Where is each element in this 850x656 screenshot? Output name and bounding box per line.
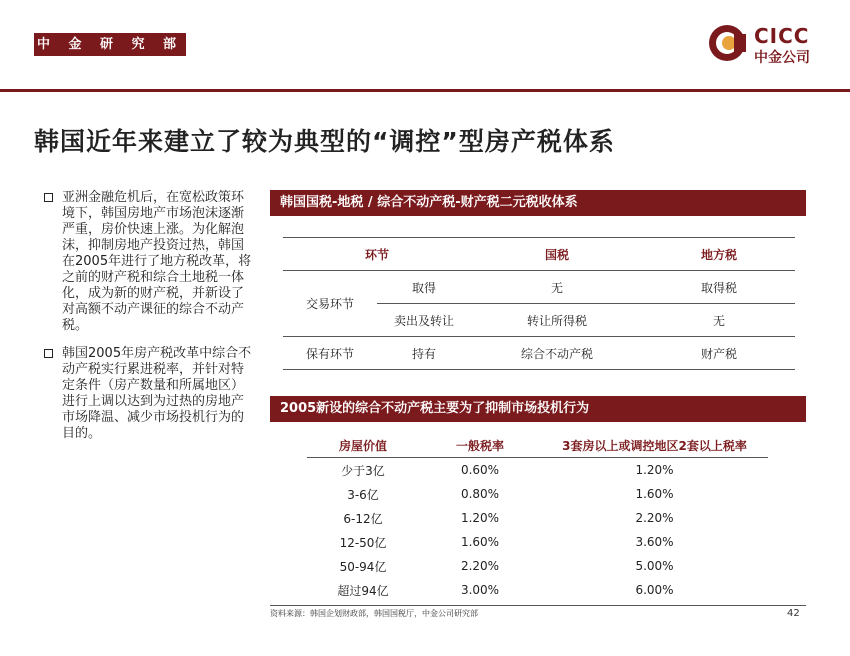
table-header-row	[307, 433, 768, 458]
row-group-label: 交易环节	[283, 271, 377, 337]
table-cell: 3-6亿	[347, 487, 379, 502]
table-row	[307, 554, 768, 578]
table-cell: 12-50亿	[339, 535, 387, 550]
logo-text-cn: 中金公司	[754, 50, 810, 66]
bullet-text: 亚洲金融危机后，在宽松政策环境下，韩国房地产市场泡沫逐渐严重，房价快速上涨。为化解泡沫，抑制房地产投资过热，韩国在2005年进行了地方税改革，将之前的财产税和综合土地税一体化，成为新的财产税，并新设了对高额不动产课征的综合不动产税。	[62, 190, 252, 333]
table-cell: 3.00%	[460, 583, 500, 597]
table1-title-bar: 韩国国税-地税 / 综合不动产税-财产税二元税收体系	[270, 190, 806, 216]
table-cell: 6.00%	[635, 583, 674, 597]
column-header: 环节	[283, 238, 471, 271]
table-row	[307, 578, 768, 602]
column-header: 一般税率	[419, 433, 541, 458]
table-cell: 2.20%	[635, 511, 674, 525]
table-cell: 转让所得税	[471, 304, 643, 337]
table-cell: 1.20%	[460, 511, 500, 525]
bullet-item	[44, 346, 252, 442]
tax-rate-table	[307, 433, 768, 602]
table-row	[283, 337, 795, 370]
bullet-list	[44, 190, 252, 454]
table-cell: 1.60%	[635, 487, 674, 501]
header-divider	[0, 89, 850, 92]
bullet-square-icon	[44, 193, 53, 202]
table-cell: 6-12亿	[343, 511, 383, 526]
table-cell: 0.60%	[460, 463, 500, 477]
table2-title-bar: 2005新设的综合不动产税主要为了抑制市场投机行为	[270, 396, 806, 422]
table-row	[307, 530, 768, 554]
table-row	[307, 506, 768, 530]
table-cell: 少于3亿	[341, 463, 385, 478]
logo-text-en: CICC	[754, 24, 810, 48]
table-header-row	[283, 238, 795, 271]
table-cell: 持有	[377, 337, 471, 370]
source-note: 资料来源：韩国企划财政部，韩国国税厅，中金公司研究部	[270, 605, 806, 619]
page-number: 42	[787, 608, 800, 619]
table-cell: 无	[471, 271, 643, 304]
table-cell: 取得税	[643, 271, 795, 304]
table-row	[307, 482, 768, 506]
table-cell: 卖出及转让	[377, 304, 471, 337]
table-cell: 综合不动产税	[471, 337, 643, 370]
cicc-logo	[708, 24, 828, 68]
bullet-item	[44, 190, 252, 334]
table-cell: 取得	[377, 271, 471, 304]
column-header: 房屋价值	[307, 433, 419, 458]
table-row	[307, 458, 768, 483]
bullet-text: 韩国2005年房产税改革中综合不动产税实行累进税率，并针对特定条件（房产数量和所属地区）进行上调以达到为过热的房地产市场降温、减少市场投机行为的目的。	[62, 346, 252, 441]
column-header: 3套房以上或调控地区2套以上税率	[541, 433, 768, 458]
table-cell: 超过94亿	[337, 583, 389, 598]
row-group-label: 保有环节	[283, 337, 377, 370]
table-cell: 1.60%	[460, 535, 500, 549]
table-cell: 2.20%	[460, 559, 500, 573]
table-row	[283, 271, 795, 304]
tax-system-table	[283, 237, 795, 370]
cicc-logo-icon	[708, 24, 746, 62]
table-cell: 50-94亿	[339, 559, 387, 574]
column-header: 地方税	[643, 238, 795, 271]
table-cell: 无	[643, 304, 795, 337]
table-cell: 5.00%	[635, 559, 674, 573]
bullet-square-icon	[44, 349, 53, 358]
page-title: 韩国近年来建立了较为典型的“调控”型房产税体系	[34, 127, 615, 156]
table-cell: 财产税	[643, 337, 795, 370]
department-label: 中 金 研 究 部	[34, 33, 186, 56]
table-cell: 1.20%	[635, 463, 674, 477]
column-header: 国税	[471, 238, 643, 271]
table-cell: 3.60%	[635, 535, 674, 549]
table-cell: 0.80%	[460, 487, 500, 501]
